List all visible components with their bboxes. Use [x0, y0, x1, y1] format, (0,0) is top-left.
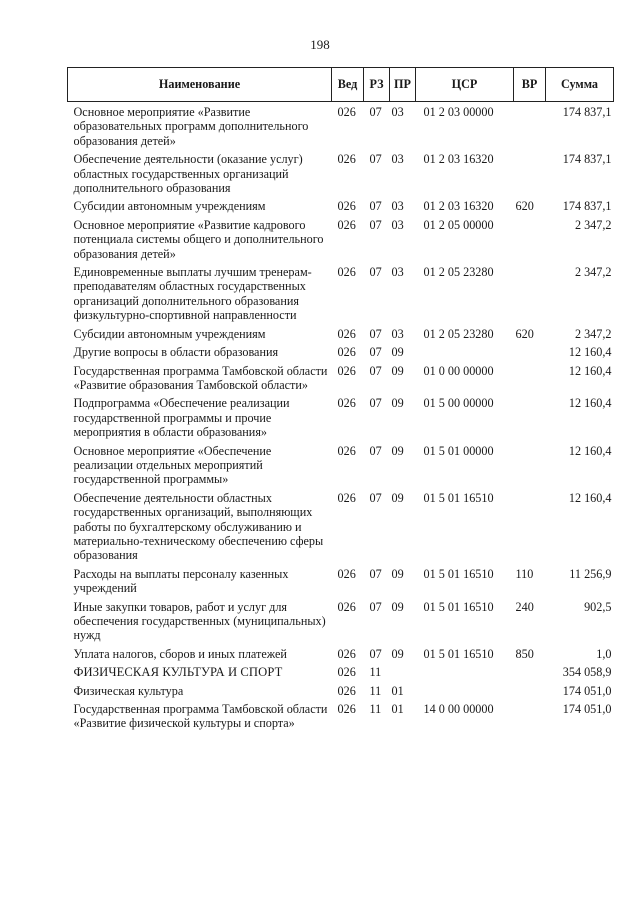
table-header	[68, 68, 614, 102]
header-sum: Сумма	[546, 68, 614, 102]
cell-vr	[514, 265, 546, 327]
header-vr: ВР	[514, 68, 546, 102]
cell-pr: 03	[391, 217, 404, 232]
cell-vr	[514, 702, 546, 735]
cell-csr: 01 5 01 16510	[423, 646, 494, 661]
cell-pr: 03	[391, 105, 404, 119]
cell-rz: 07	[369, 105, 382, 119]
cell-ved: 026	[337, 199, 356, 214]
cell-ved: 026	[337, 345, 356, 360]
cell-csr: 01 5 01 00000	[423, 443, 494, 458]
table-row	[68, 102, 614, 153]
cell-rz: 07	[369, 199, 382, 214]
cell-sum: 354 058,9	[562, 665, 612, 680]
cell-rz: 07	[369, 265, 382, 280]
cell-name: Другие вопросы в области образования	[73, 345, 279, 360]
cell-rz: 07	[369, 443, 382, 458]
cell-pr: 09	[391, 566, 404, 581]
table-row	[68, 600, 614, 647]
cell-name: Основное мероприятие «Развитие кадрового потенциала системы общего и дополнительного образования детей»	[73, 217, 324, 261]
cell-sum: 902,5	[584, 599, 612, 614]
cell-rz: 07	[369, 363, 382, 378]
cell-sum: 174 051,0	[562, 683, 612, 698]
cell-sum: 174 837,1	[562, 199, 612, 214]
cell-csr: 01 2 05 23280	[423, 265, 494, 280]
cell-ved: 026	[337, 599, 356, 614]
cell-csr: 01 2 03 16320	[423, 199, 494, 214]
cell-ved: 026	[337, 396, 356, 411]
cell-vr: 240	[515, 599, 534, 614]
cell-rz: 07	[369, 152, 382, 167]
cell-ved: 026	[337, 265, 356, 280]
cell-vr: 850	[515, 646, 534, 661]
cell-rz: 11	[369, 683, 382, 698]
cell-rz: 07	[369, 345, 382, 360]
cell-csr: 01 5 01 16510	[423, 566, 494, 581]
table-row	[68, 152, 614, 199]
cell-vr	[514, 684, 546, 702]
cell-sum: 11 256,9	[569, 566, 612, 581]
cell-ved: 026	[337, 490, 356, 505]
table-row	[68, 647, 614, 665]
cell-ved: 026	[337, 105, 356, 119]
cell-csr: 01 5 01 16510	[423, 490, 494, 505]
cell-rz: 07	[369, 326, 382, 341]
cell-name: Субсидии автономным учреждениям	[73, 199, 266, 214]
cell-sum: 1,0	[596, 646, 612, 661]
cell-rz: 07	[369, 646, 382, 661]
cell-vr: 620	[515, 199, 534, 214]
cell-name: Иные закупки товаров, работ и услуг для обеспечения государственных (муниципальных) нужд	[73, 599, 326, 643]
cell-sum: 174 837,1	[562, 105, 612, 119]
cell-ved: 026	[337, 683, 356, 698]
cell-name: Субсидии автономным учреждениям	[73, 326, 266, 341]
table-row	[68, 327, 614, 345]
cell-csr: 01 2 03 16320	[423, 152, 494, 167]
cell-sum: 12 160,4	[568, 490, 612, 505]
cell-pr: 09	[391, 345, 404, 360]
cell-rz: 07	[369, 490, 382, 505]
cell-pr	[390, 665, 416, 683]
cell-name: Основное мероприятие «Обеспечение реализации отдельных мероприятий государственной программы»	[73, 443, 272, 487]
table-row	[68, 665, 614, 683]
table-row	[68, 702, 614, 735]
cell-sum: 174 837,1	[562, 152, 612, 167]
cell-ved: 026	[337, 443, 356, 458]
cell-sum: 2 347,2	[574, 326, 612, 341]
cell-pr: 03	[391, 265, 404, 280]
cell-ved: 026	[337, 152, 356, 167]
table-row	[68, 265, 614, 327]
cell-sum: 2 347,2	[574, 217, 612, 232]
table-row	[68, 444, 614, 491]
table-row	[68, 684, 614, 702]
table-row	[68, 491, 614, 567]
table-row	[68, 218, 614, 265]
table-row	[68, 364, 614, 397]
cell-rz: 07	[369, 566, 382, 581]
cell-pr: 03	[391, 326, 404, 341]
cell-pr: 01	[391, 683, 404, 698]
cell-ved: 026	[337, 363, 356, 378]
cell-csr: 01 5 00 00000	[423, 396, 494, 411]
cell-vr	[514, 396, 546, 443]
table-row	[68, 567, 614, 600]
cell-vr: 620	[515, 326, 534, 341]
cell-ved: 026	[337, 702, 356, 717]
cell-csr: 01 2 03 00000	[423, 105, 494, 119]
header-pr: ПР	[390, 68, 416, 102]
cell-vr	[514, 491, 546, 567]
cell-ved: 026	[337, 665, 356, 680]
cell-sum: 2 347,2	[574, 265, 612, 280]
cell-rz: 11	[369, 702, 382, 717]
cell-pr: 03	[391, 199, 404, 214]
cell-vr	[514, 665, 546, 683]
cell-rz: 07	[369, 217, 382, 232]
cell-vr	[514, 152, 546, 199]
cell-name: Основное мероприятие «Развитие образовательных программ дополнительного образования детей»	[73, 105, 309, 148]
cell-vr	[514, 102, 546, 153]
cell-pr: 09	[391, 443, 404, 458]
cell-ved: 026	[337, 217, 356, 232]
header-name: Наименование	[68, 68, 332, 102]
header-rz: РЗ	[364, 68, 390, 102]
cell-csr	[416, 345, 514, 363]
cell-ved: 026	[337, 566, 356, 581]
cell-rz: 07	[369, 396, 382, 411]
cell-csr: 14 0 00 00000	[423, 702, 494, 717]
cell-csr: 01 2 05 00000	[423, 217, 494, 232]
cell-sum: 12 160,4	[568, 396, 612, 411]
table-body	[68, 102, 614, 735]
cell-vr	[514, 218, 546, 265]
cell-ved: 026	[337, 326, 356, 341]
table-row	[68, 396, 614, 443]
cell-pr: 01	[391, 702, 404, 717]
cell-sum: 174 051,0	[562, 702, 612, 717]
cell-name: Обеспечение деятельности (оказание услуг) областных государственных организаций дополнительного образования	[73, 152, 303, 196]
cell-name: Расходы на выплаты персоналу казенных учреждений	[73, 566, 289, 596]
cell-sum: 12 160,4	[568, 443, 612, 458]
cell-name: Государственная программа Тамбовской области «Развитие образования Тамбовской области»	[73, 363, 328, 392]
budget-table	[67, 67, 614, 735]
cell-pr: 09	[391, 646, 404, 661]
cell-name: Уплата налогов, сборов и иных платежей	[73, 646, 287, 661]
cell-vr	[514, 364, 546, 397]
cell-sum: 12 160,4	[568, 363, 612, 378]
cell-name: Физическая культура	[73, 683, 184, 698]
cell-pr: 09	[391, 363, 404, 378]
cell-vr: 110	[515, 566, 534, 581]
table-row	[68, 199, 614, 217]
cell-rz: 07	[369, 599, 382, 614]
cell-name: ФИЗИЧЕСКАЯ КУЛЬТУРА И СПОРТ	[73, 665, 283, 680]
cell-pr: 09	[391, 396, 404, 411]
cell-sum: 12 160,4	[568, 345, 612, 360]
header-csr: ЦСР	[416, 68, 514, 102]
cell-ved: 026	[337, 646, 356, 661]
cell-csr: 01 0 00 00000	[423, 363, 494, 378]
cell-csr	[416, 684, 514, 702]
cell-rz: 11	[369, 665, 382, 680]
cell-name: Государственная программа Тамбовской области «Развитие физической культуры и спорта»	[73, 702, 328, 731]
cell-pr: 09	[391, 490, 404, 505]
cell-vr	[514, 345, 546, 363]
cell-csr: 01 5 01 16510	[423, 599, 494, 614]
cell-csr	[416, 665, 514, 683]
cell-name: Единовременные выплаты лучшим тренерам-преподавателям областных государственных организаций дополнительного образования физкультурно-спортивной направленности	[73, 265, 312, 323]
cell-csr: 01 2 05 23280	[423, 326, 494, 341]
cell-pr: 03	[391, 152, 404, 167]
header-ved: Вед	[332, 68, 364, 102]
cell-pr: 09	[391, 599, 404, 614]
cell-name: Подпрограмма «Обеспечение реализации государственной программы и прочие мероприятия в области образования»	[73, 396, 290, 440]
table-row	[68, 345, 614, 363]
cell-vr	[514, 444, 546, 491]
page-number: 198	[310, 37, 330, 52]
cell-name: Обеспечение деятельности областных государственных организаций, выполняющих работы по бухгалтерскому обслуживанию и материально-техническому обеспечению сферы образования	[73, 490, 324, 563]
